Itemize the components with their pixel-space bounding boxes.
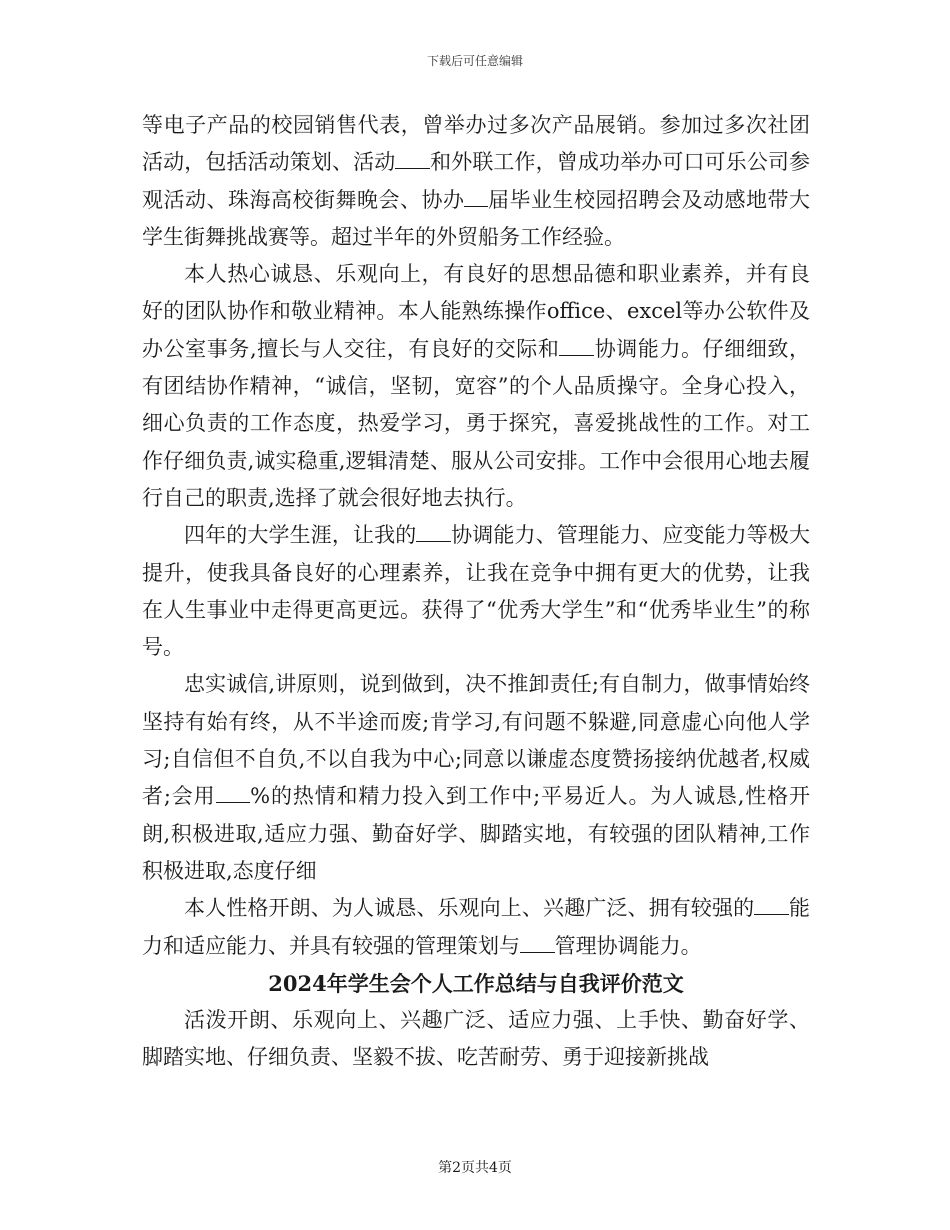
paragraph-text: 本人性格开朗、为人诚恳、乐观向上、兴趣广泛、拥有较强的 [184, 896, 755, 921]
page-number-footer: 第2页共4页 [438, 1160, 512, 1176]
paragraph [142, 890, 810, 965]
fill-in-blank [754, 892, 789, 915]
paragraph-text: 能力和适应能力、并具有较强的管理策划与 [142, 896, 811, 958]
paragraph-text: 忠实诚信,讲原则，说到做到，决不推卸责任;有自制力，做事情始终坚持有始有终，从不半途而废;肯学习,有问题不躲避,同意虚心向他人学习;自信但不自负,不以自我为中心;同意以谦虚态度赞扬接纳优越者,权威者;会用 [142, 672, 810, 809]
fill-in-blank [520, 929, 555, 952]
paragraph-group-main [142, 107, 810, 965]
fill-in-blank [464, 184, 487, 207]
page-header-note: 下载后可任意编辑 [426, 54, 523, 68]
paragraph [142, 517, 810, 666]
document-body [142, 107, 810, 1077]
fill-in-blank [416, 519, 451, 542]
paragraph-text: 管理协调能力。 [554, 933, 702, 958]
paragraph-text: 和外联工作，曾成功举办可口可乐公司参观活动、珠海高校街舞晚会、协办 [142, 150, 810, 212]
paragraph [142, 256, 810, 517]
paragraph-text: 届毕业生校园招聘会及动感地带大学生街舞挑战赛等。超过半年的外贸船务工作经验。 [142, 187, 810, 249]
paragraph-group-section [142, 1002, 810, 1077]
fill-in-blank [559, 333, 594, 356]
fill-in-blank [395, 146, 430, 169]
paragraph [142, 666, 810, 890]
paragraph [142, 107, 810, 256]
section-title: 2024年学生会个人工作总结与自我评价范文 [268, 970, 684, 996]
paragraph-text: 等电子产品的校园销售代表，曾举办过多次产品展销。参加过多次社团活动，包括活动策划、活动 [142, 113, 810, 175]
paragraph-text: 四年的大学生涯，让我的 [184, 523, 417, 548]
paragraph-text: 协调能力。仔细细致，有团结协作精神，“诚信，坚韧，宽容”的个人品质操守。全身心投入，细心负责的工作态度，热爱学习，勇于探究，喜爱挑战性的工作。对工作仔细负责,诚实稳重,逻辑清楚、服从公司安排。工作中会很用心地去履行自己的职责,选择了就会很好地去执行。 [142, 336, 810, 510]
paragraph-text: 活泼开朗、乐观向上、兴趣广泛、适应力强、上手快、勤奋好学、脚踏实地、仔细负责、坚毅不拔、吃苦耐劳、勇于迎接新挑战 [142, 1008, 810, 1070]
paragraph [142, 1002, 810, 1077]
paragraph-text: %的热情和精力投入到工作中;平易近人。为人诚恳,性格开朗,积极进取,适应力强、勤奋好学、脚踏实地，有较强的团队精神,工作积极进取,态度仔细 [142, 784, 811, 883]
fill-in-blank [216, 780, 251, 803]
paragraph-text: 协调能力、管理能力、应变能力等极大提升，使我具备良好的心理素养，让我在竞争中拥有更大的优势，让我在人生事业中走得更高更远。获得了“优秀大学生”和“优秀毕业生”的称号。 [142, 523, 811, 660]
paragraph-text: 本人热心诚恳、乐观向上，有良好的思想品德和职业素养，并有良好的团队协作和敬业精神。本人能熟练操作office、excel等办公软件及办公室事务,擅长与人交往，有良好的交际和 [142, 262, 810, 361]
